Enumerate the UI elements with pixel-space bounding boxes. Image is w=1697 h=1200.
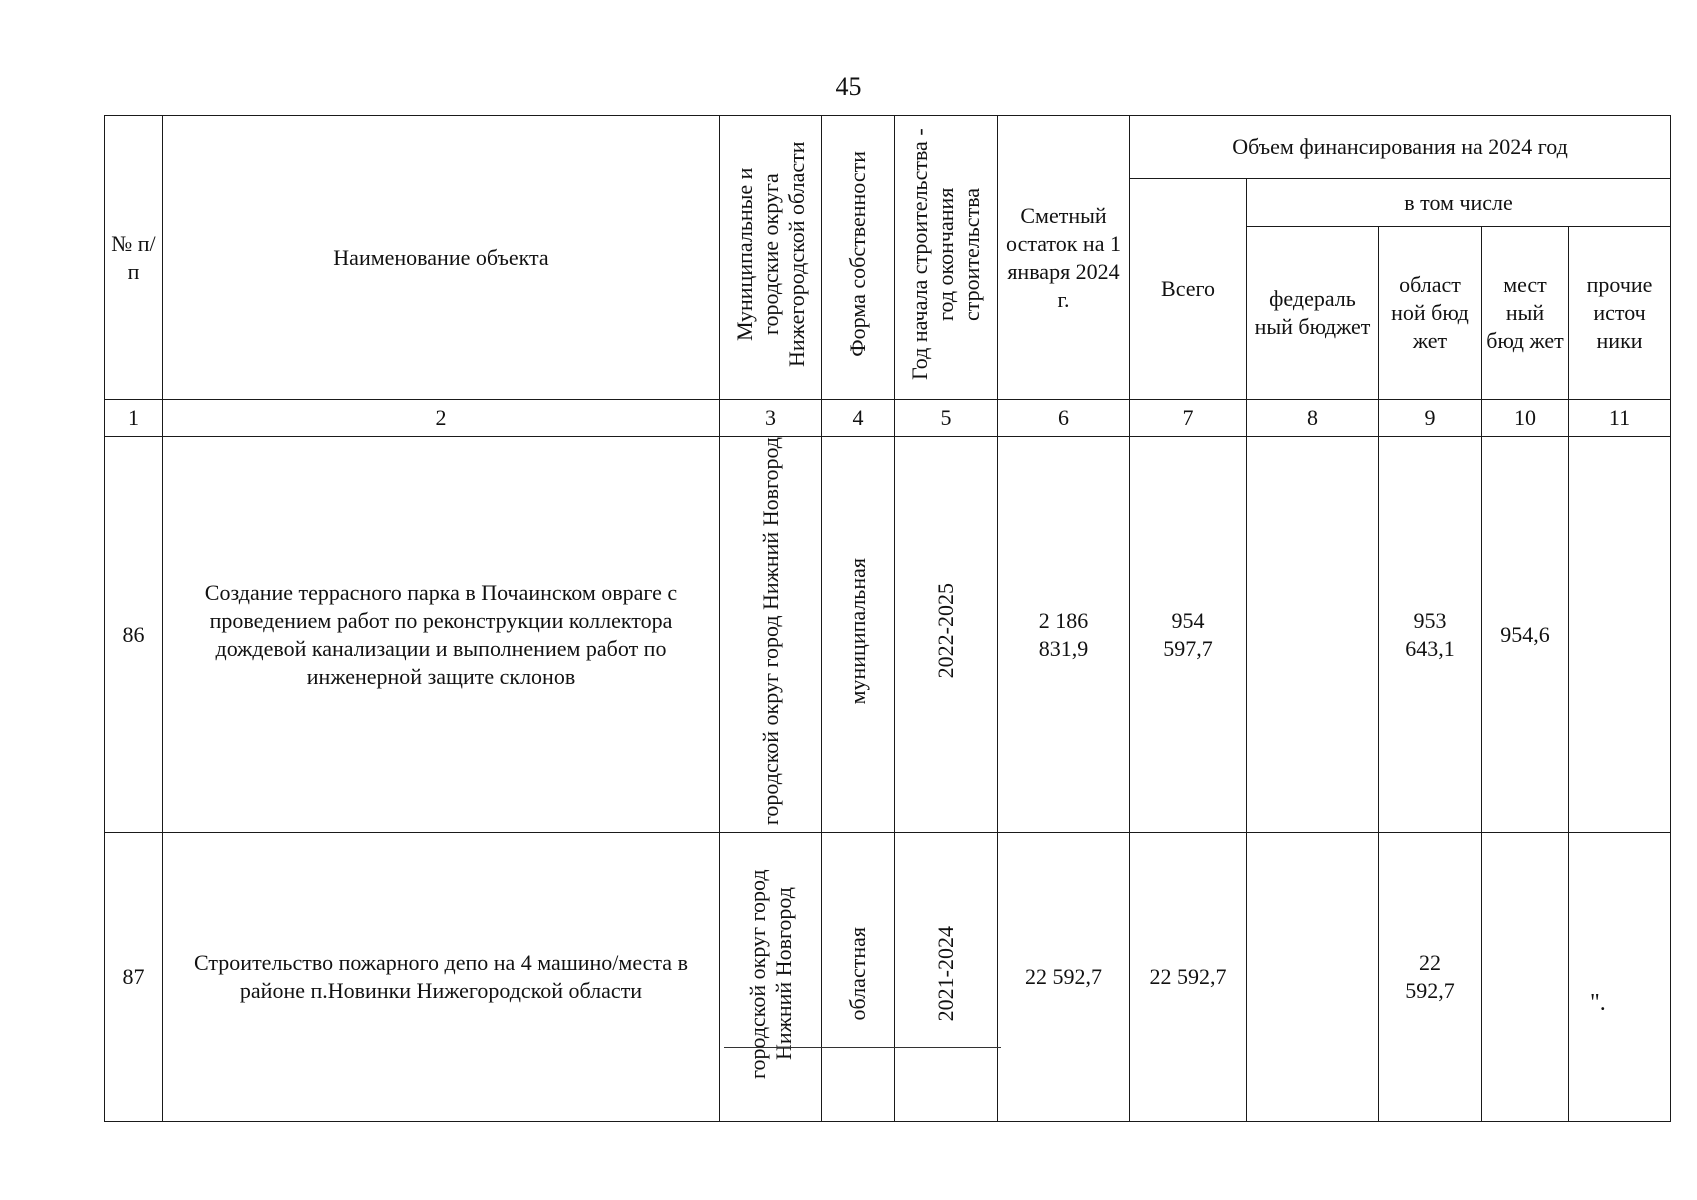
row-years xyxy=(895,437,998,833)
row-regional: 953 643,1 xyxy=(1379,437,1482,833)
row-total: 954 597,7 xyxy=(1130,437,1247,833)
header-num: № п/п xyxy=(105,116,163,400)
row-ownership xyxy=(822,437,895,833)
row-ownership xyxy=(822,833,895,1122)
col-number: 11 xyxy=(1569,400,1671,437)
page-number: 45 xyxy=(835,72,862,101)
row-municipality-text: городской округ город Нижний Новгород xyxy=(757,437,783,826)
end-divider-line xyxy=(724,1047,1001,1048)
row-years-text: 2022-2025 xyxy=(933,583,958,679)
header-municipality xyxy=(720,116,822,400)
header-federal: федераль ный бюджет xyxy=(1247,227,1379,400)
row-remainder: 22 592,7 xyxy=(998,833,1130,1122)
row-other xyxy=(1569,833,1671,1122)
row-years xyxy=(895,833,998,1122)
header-remainder: Сметный остаток на 1 января 2024 г. xyxy=(998,116,1130,400)
row-ownership-text: муниципальная xyxy=(845,557,870,705)
row-federal xyxy=(1247,437,1379,833)
header-including: в том числе xyxy=(1247,179,1671,227)
row-municipality xyxy=(720,833,822,1122)
column-numbers-row xyxy=(105,400,1671,437)
row-num: 87 xyxy=(105,833,163,1122)
col-number: 3 xyxy=(720,400,822,437)
row-regional: 22 592,7 xyxy=(1379,833,1482,1122)
table-row xyxy=(105,833,1671,1122)
col-number: 1 xyxy=(105,400,163,437)
row-local: 954,6 xyxy=(1482,437,1569,833)
row-municipality-text: городской округ город Нижний Новгород xyxy=(744,868,796,1079)
header-other: прочие источ ники xyxy=(1569,227,1671,400)
header-ownership-text: Форма собственности xyxy=(845,151,870,357)
header-name: Наименование объекта xyxy=(163,116,720,400)
row-name: Строительство пожарного депо на 4 машино/места в районе п.Новинки Нижегородской области xyxy=(163,833,720,1122)
row-years-text: 2021-2024 xyxy=(933,925,958,1022)
header-ownership xyxy=(822,116,895,400)
row-other xyxy=(1569,437,1671,833)
row-remainder: 2 186 831,9 xyxy=(998,437,1130,833)
col-number: 2 xyxy=(163,400,720,437)
col-number: 10 xyxy=(1482,400,1569,437)
table-row xyxy=(105,437,1671,833)
col-number: 9 xyxy=(1379,400,1482,437)
row-federal xyxy=(1247,833,1379,1122)
financing-table xyxy=(104,115,1671,1122)
col-number: 7 xyxy=(1130,400,1247,437)
col-number: 6 xyxy=(998,400,1130,437)
col-number: 4 xyxy=(822,400,895,437)
row-total: 22 592,7 xyxy=(1130,833,1247,1122)
header-local: мест ный бюд жет xyxy=(1482,227,1569,400)
closing-quote-mark: ". xyxy=(1590,990,1606,1016)
col-number: 5 xyxy=(895,400,998,437)
row-name: Создание террасного парка в Почаинском овраге с проведением работ по реконструкции коллектора дождевой канализации и выполнением работ по инженерной защите склонов xyxy=(163,437,720,833)
header-funding-title: Объем финансирования на 2024 год xyxy=(1130,116,1671,179)
header-regional: област ной бюд жет xyxy=(1379,227,1482,400)
row-local xyxy=(1482,833,1569,1122)
row-num: 86 xyxy=(105,437,163,833)
col-number: 8 xyxy=(1247,400,1379,437)
header-municipality-text: Муниципальные и городские округа Нижегородской области xyxy=(731,141,809,367)
row-ownership-text: областная xyxy=(845,926,870,1021)
header-total: Всего xyxy=(1130,179,1247,400)
header-years xyxy=(895,116,998,400)
row-municipality xyxy=(720,437,822,833)
header-years-text: Год начала строительства - год окончания строительства xyxy=(907,128,984,380)
